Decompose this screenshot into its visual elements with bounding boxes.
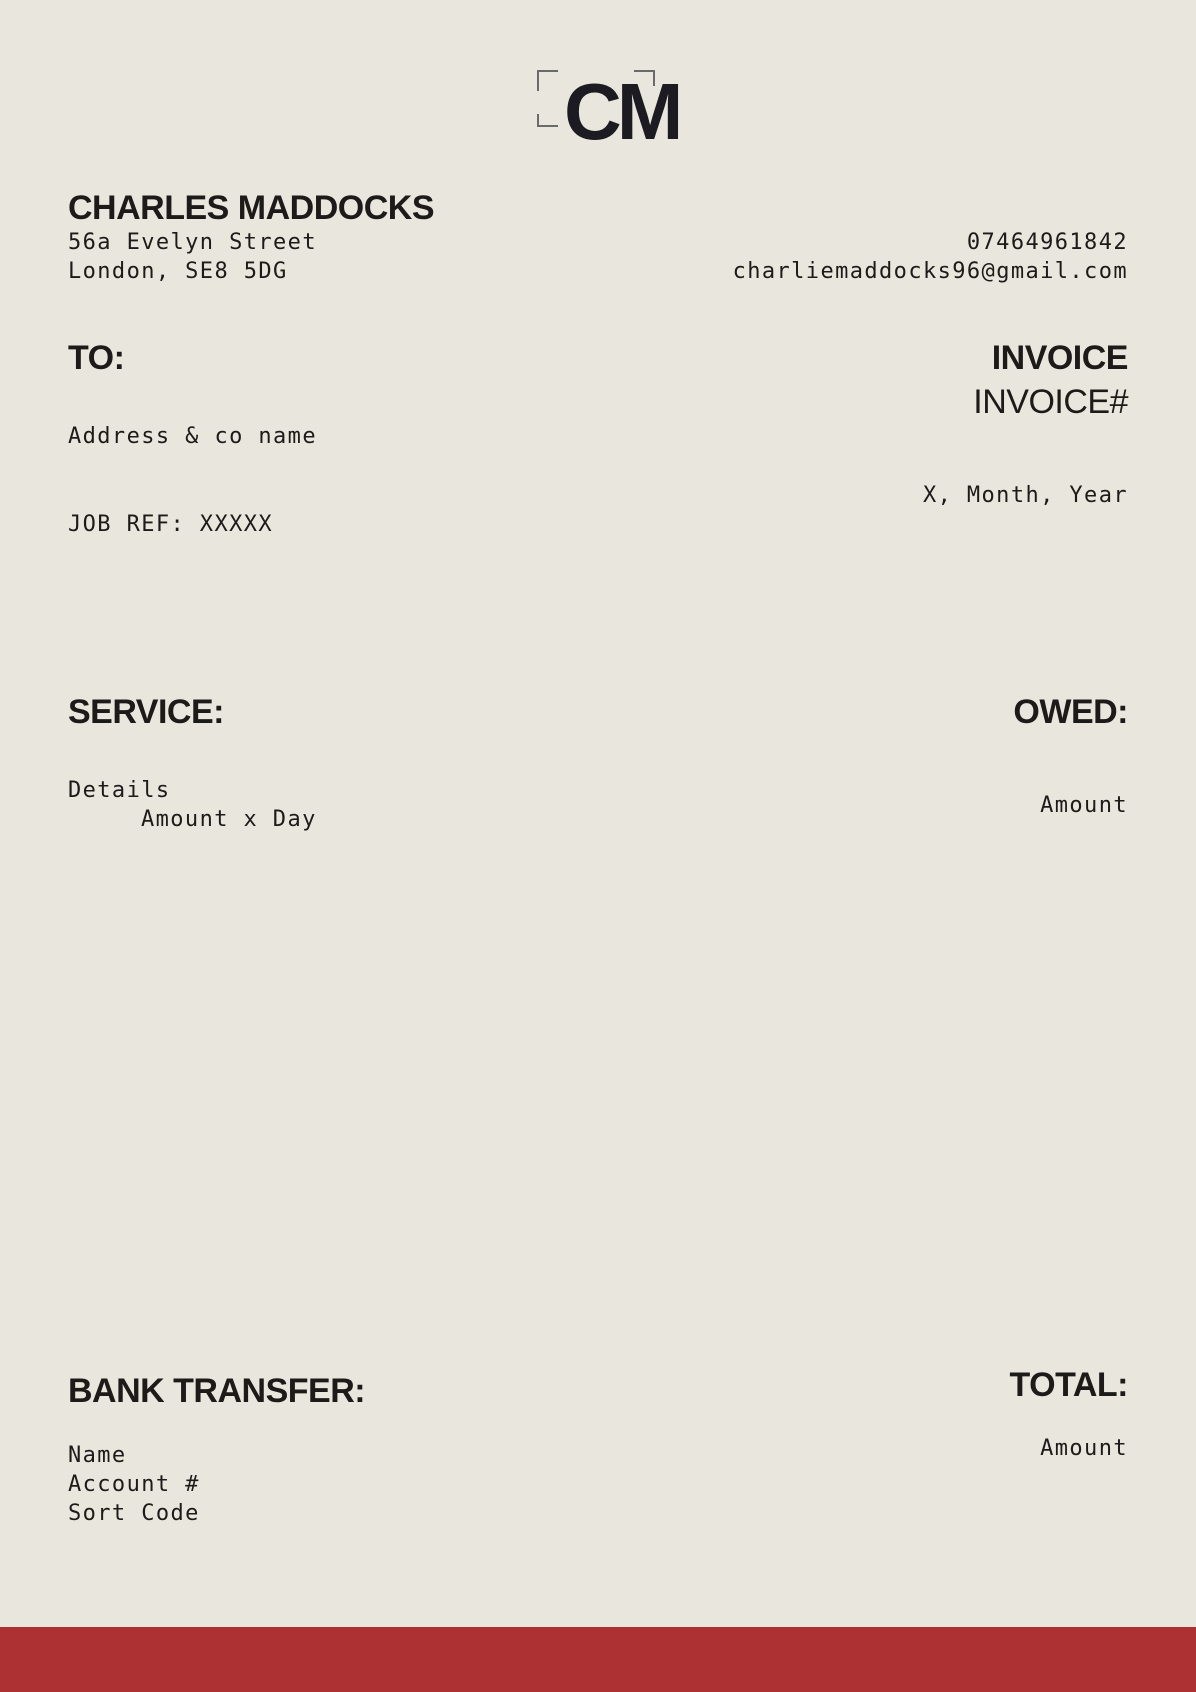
owed-label: OWED: [1013,693,1128,731]
sender-phone: 07464961842 [966,230,1128,255]
service-rate: Amount x Day [141,807,317,832]
logo-text: CM [564,67,679,156]
sender-address-line1: 56a Evelyn Street [68,230,317,255]
sender-email: charliemaddocks96@gmail.com [732,259,1128,284]
bank-account: Account # [68,1472,200,1497]
invoice-title: INVOICE [991,339,1128,377]
invoice-number: INVOICE# [973,383,1128,421]
logo [536,67,690,156]
invoice-date: X, Month, Year [922,483,1128,508]
owed-amount: Amount [1040,793,1128,818]
sender-name: CHARLES MADDOCKS [68,189,434,227]
total-amount: Amount [1040,1436,1128,1461]
to-label: TO: [68,339,125,377]
service-label: SERVICE: [68,693,224,731]
total-label: TOTAL: [1009,1366,1128,1404]
bank-name: Name [68,1443,127,1468]
service-details: Details [68,778,171,803]
sender-address-line2: London, SE8 5DG [68,259,288,284]
job-ref: JOB REF: XXXXX [68,512,274,537]
to-address: Address & co name [68,424,317,449]
footer-bar [0,1627,1196,1692]
bank-label: BANK TRANSFER: [68,1372,366,1410]
bank-sort-code: Sort Code [68,1501,200,1526]
